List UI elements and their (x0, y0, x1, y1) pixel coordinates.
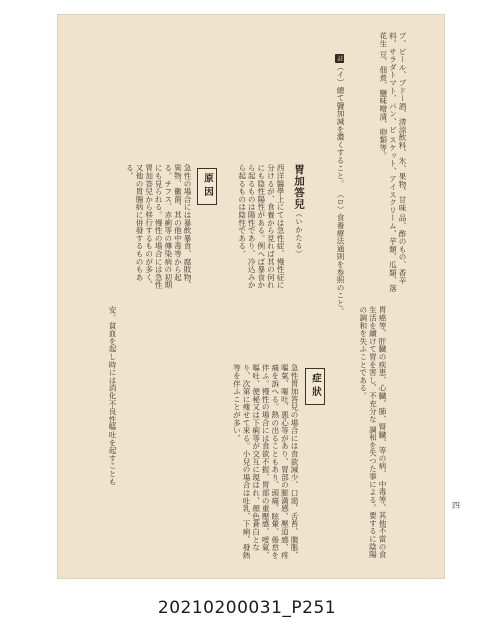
food-line-4: 豆、佃煮、鹽味噌漬、卵類等。 (378, 50, 388, 160)
food-line-3: スケット、アイスクリーム、芋類、瓜類、落花生 (378, 32, 398, 293)
food-line-1: ブ、ビール、ブドー酒、清涼飲料、氷、果物、甘味 (398, 32, 407, 212)
lower-line-2: 中毒等、其他不當の食生活を續けて胃を害し、不充分な (368, 306, 387, 559)
note-i: （イ）總て鹽加減を濃くすること。 (336, 62, 345, 188)
cause-heading: 原因 (197, 168, 217, 205)
cause-paragraph: 急性の場合には暴飲暴食、腐敗物、異物、黴菌、其の他中毒等から起る。チフス、赤痢等の傳染病の初期にも見られる。慢性の場合には急性胃加答兒から移行するものが多く、又他の胃腸病に併發するものもある。 (125, 164, 192, 289)
note-badge: 註 (336, 55, 344, 62)
document-page (57, 14, 460, 579)
food-list (347, 32, 407, 294)
lower-top-lines (327, 306, 387, 561)
lower-line-1: 胃癌等、肝臓の疾患、心臓、肺、腎臓、等の病、 (378, 306, 387, 478)
note-ro: （ロ）食養療法通則を参照のこと。 (336, 190, 345, 315)
section-title-reading: （いかたる） (295, 210, 303, 258)
intro-paragraph: 西洋醫學上にては急性症、慢性症に分けるが、食養から見れば其の何れにも陰性陽性がある。例へば暴食から起るものは陽性であり、冷込みから起るものは陰性である。 (237, 164, 285, 289)
symptom-paragraph: 急性胃加答兒の場合には食欲減少、口渇、舌苔、腹脹、嘔氣、嘔吐、悪心等があり、胃部の膨満感、壓迫感、疼痛を訴へる。熱の出ることもあり、頭痛、眩暈、倦怠を伴ふ。慢性の場合には食欲不振、胃部の重壓感、噯氣、嘔吐、便秘又は下痢等が交互に現はれ、顔色蒼白となり、次第に痩せて來る。小兒の場合は吐乳、下痢、發熱等を伴ふことが多い。 (232, 364, 299, 559)
lower-bottom-line: 安。貧血を起し時には消化不良性嘔吐を起すことも (108, 306, 117, 486)
notes (319, 54, 345, 316)
section-title-text: 胃加答兒 (293, 164, 305, 210)
section-title (292, 164, 307, 258)
page-number: 四 (452, 501, 460, 510)
symptom-heading: 症狀 (305, 368, 325, 405)
catalog-caption: 20210200031_P251 (157, 598, 337, 618)
lower-line-3: 調和を失つた事による。要するに陰陽の調和を失ふことである。 (358, 306, 378, 559)
food-line-2: 品、酢のもの、香辛料、サラダトマト、パン、ビ (388, 32, 407, 285)
